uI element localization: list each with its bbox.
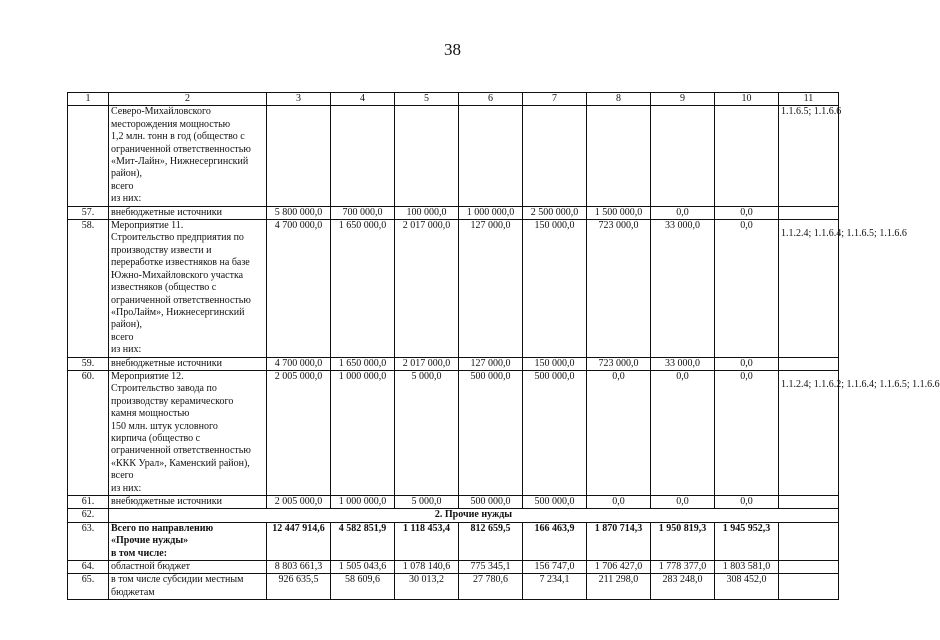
value-cell: 0,0 <box>587 496 651 509</box>
description-line: бюджетам <box>111 586 155 598</box>
reference-cell <box>779 206 839 219</box>
page-number: 38 <box>444 40 461 59</box>
value-cell: 1 118 453,4 <box>395 522 459 560</box>
description-line: район), <box>111 168 142 180</box>
description-line: всего <box>111 331 134 343</box>
value-cell: 723 000,0 <box>587 357 651 370</box>
table-row <box>68 370 839 495</box>
value-cell: 0,0 <box>715 206 779 219</box>
value-cell: 27 780,6 <box>459 574 523 600</box>
value-cell: 0,0 <box>715 370 779 495</box>
description-line: внебюджетные источники <box>111 496 222 507</box>
description-line: известняков (общество с <box>111 282 217 294</box>
value-cell: 1 778 377,0 <box>651 561 715 574</box>
reference-cell <box>779 574 839 600</box>
description-line: из них: <box>111 193 142 205</box>
value-cell: 1 950 819,3 <box>651 522 715 560</box>
row-description <box>109 106 267 206</box>
value-cell: 0,0 <box>715 357 779 370</box>
value-cell: 5 000,0 <box>395 370 459 495</box>
description-line: кирпича (общество с <box>111 432 201 444</box>
value-cell: 0,0 <box>587 370 651 495</box>
value-cell: 100 000,0 <box>395 206 459 219</box>
value-cell: 156 747,0 <box>523 561 587 574</box>
row-number: 62. <box>68 509 109 522</box>
reference-cell <box>779 522 839 560</box>
description-line: всего <box>111 180 134 192</box>
description-line: «ПроЛайм», Нижнесергинский <box>111 306 245 318</box>
description-line: Всего по направлению <box>111 522 214 534</box>
row-description <box>109 370 267 495</box>
value-cell: 1 706 427,0 <box>587 561 651 574</box>
description-line: производству извести и <box>111 244 212 256</box>
table-row <box>68 574 839 600</box>
value-cell: 500 000,0 <box>459 496 523 509</box>
value-cell: 1 803 581,0 <box>715 561 779 574</box>
table-row <box>68 522 839 560</box>
value-cell: 500 000,0 <box>523 370 587 495</box>
value-cell: 1 505 043,6 <box>331 561 395 574</box>
table-row <box>68 561 839 574</box>
value-cell: 926 635,5 <box>267 574 331 600</box>
row-number: 63. <box>68 522 109 560</box>
column-header: 6 <box>459 93 523 106</box>
value-cell: 30 013,2 <box>395 574 459 600</box>
value-cell: 1 945 952,3 <box>715 522 779 560</box>
value-cell: 283 248,0 <box>651 574 715 600</box>
column-header: 5 <box>395 93 459 106</box>
value-cell: 33 000,0 <box>651 220 715 357</box>
description-line: ограниченной ответственностью <box>111 143 251 155</box>
value-cell: 211 298,0 <box>587 574 651 600</box>
value-cell: 2 005 000,0 <box>267 370 331 495</box>
value-cell: 812 659,5 <box>459 522 523 560</box>
column-header: 1 <box>68 93 109 106</box>
row-description <box>109 522 267 560</box>
row-number: 65. <box>68 574 109 600</box>
table-row <box>68 220 839 357</box>
column-header: 9 <box>651 93 715 106</box>
description-line: камня мощностью <box>111 408 190 420</box>
row-number: 61. <box>68 496 109 509</box>
description-line: «ККК Урал», Каменский район), <box>111 457 250 469</box>
value-cell: 500 000,0 <box>523 496 587 509</box>
description-line: всего <box>111 470 134 482</box>
value-cell: 1 000 000,0 <box>331 496 395 509</box>
row-description <box>109 206 267 219</box>
description-line: 150 млн. штук условного <box>111 420 218 432</box>
value-cell: 7 234,1 <box>523 574 587 600</box>
budget-table <box>67 92 940 600</box>
reference-cell: 1.1.2.4; 1.1.6.4; 1.1.6.5; 1.1.6.6 <box>779 220 839 357</box>
value-cell: 775 345,1 <box>459 561 523 574</box>
row-description <box>109 220 267 357</box>
row-number <box>68 106 109 206</box>
description-line: Южно-Михайловского участка <box>111 269 244 281</box>
value-cell: 127 000,0 <box>459 357 523 370</box>
row-description <box>109 496 267 509</box>
value-cell: 1 000 000,0 <box>459 206 523 219</box>
description-line: областной бюджет <box>111 561 191 573</box>
column-header: 8 <box>587 93 651 106</box>
value-cell <box>523 106 587 206</box>
description-line: месторождения мощностью <box>111 118 231 130</box>
value-cell: 166 463,9 <box>523 522 587 560</box>
value-cell: 700 000,0 <box>331 206 395 219</box>
column-header: 3 <box>267 93 331 106</box>
value-cell: 150 000,0 <box>523 220 587 357</box>
value-cell: 150 000,0 <box>523 357 587 370</box>
table-row <box>68 206 839 219</box>
table-header-row <box>68 93 839 106</box>
value-cell: 308 452,0 <box>715 574 779 600</box>
description-line: из них: <box>111 344 142 356</box>
value-cell: 1 500 000,0 <box>587 206 651 219</box>
value-cell: 500 000,0 <box>459 370 523 495</box>
value-cell: 1 650 000,0 <box>331 220 395 357</box>
value-cell: 2 005 000,0 <box>267 496 331 509</box>
value-cell: 8 803 661,3 <box>267 561 331 574</box>
value-cell: 1 078 140,6 <box>395 561 459 574</box>
description-line: в том числе: <box>111 547 168 559</box>
row-description <box>109 561 267 574</box>
value-cell <box>587 106 651 206</box>
row-number: 60. <box>68 370 109 495</box>
value-cell: 2 017 000,0 <box>395 220 459 357</box>
description-line: Северо-Михайловского <box>111 106 211 118</box>
description-line: Мероприятие 12. <box>111 370 184 382</box>
description-line: «Мит-Лайн», Нижнесергинский <box>111 156 249 168</box>
value-cell: 0,0 <box>651 496 715 509</box>
value-cell: 723 000,0 <box>587 220 651 357</box>
table-row <box>68 106 839 206</box>
description-line: Строительство предприятия по <box>111 232 244 244</box>
reference-cell <box>779 561 839 574</box>
value-cell: 5 000,0 <box>395 496 459 509</box>
description-line: ограниченной ответственностью <box>111 445 251 457</box>
value-cell: 0,0 <box>651 206 715 219</box>
column-header: 11 <box>779 93 839 106</box>
row-number: 57. <box>68 206 109 219</box>
description-line: Мероприятие 11. <box>111 220 184 232</box>
value-cell: 0,0 <box>715 220 779 357</box>
value-cell <box>331 106 395 206</box>
row-description <box>109 357 267 370</box>
description-line: «Прочие нужды» <box>111 535 189 547</box>
section-row <box>68 509 839 522</box>
column-header: 7 <box>523 93 587 106</box>
value-cell: 1 650 000,0 <box>331 357 395 370</box>
reference-cell <box>779 496 839 509</box>
value-cell: 33 000,0 <box>651 357 715 370</box>
row-description <box>109 574 267 600</box>
description-line: производству керамического <box>111 395 234 407</box>
row-number: 59. <box>68 357 109 370</box>
description-line: внебюджетные источники <box>111 206 222 218</box>
column-header: 4 <box>331 93 395 106</box>
value-cell <box>715 106 779 206</box>
description-line: из них: <box>111 482 142 494</box>
reference-cell <box>779 357 839 370</box>
column-header: 10 <box>715 93 779 106</box>
value-cell: 5 800 000,0 <box>267 206 331 219</box>
value-cell <box>395 106 459 206</box>
column-header: 2 <box>109 93 267 106</box>
description-line: внебюджетные источники <box>111 357 222 369</box>
value-cell: 12 447 914,6 <box>267 522 331 560</box>
value-cell: 1 000 000,0 <box>331 370 395 495</box>
value-cell: 58 609,6 <box>331 574 395 600</box>
description-line: 1,2 млн. тонн в год (общество с <box>111 131 245 143</box>
description-line: переработке известняков на базе <box>111 257 250 269</box>
value-cell: 2 017 000,0 <box>395 357 459 370</box>
section-title: 2. Прочие нужды <box>109 509 839 522</box>
value-cell <box>267 106 331 206</box>
reference-cell: 1.1.6.5; 1.1.6.6 <box>779 106 839 206</box>
value-cell: 1 870 714,3 <box>587 522 651 560</box>
value-cell: 4 700 000,0 <box>267 357 331 370</box>
description-line: Строительство завода по <box>111 383 217 395</box>
description-line: ограниченной ответственностью <box>111 294 251 306</box>
value-cell: 0,0 <box>651 370 715 495</box>
value-cell: 127 000,0 <box>459 220 523 357</box>
table-row <box>68 357 839 370</box>
description-line: в том числе субсидии местным <box>111 574 244 586</box>
value-cell: 4 700 000,0 <box>267 220 331 357</box>
reference-cell: 1.1.2.4; 1.1.6.2; 1.1.6.4; 1.1.6.5; 1.1.6.6 <box>779 370 839 495</box>
value-cell: 0,0 <box>715 496 779 509</box>
row-number: 58. <box>68 220 109 357</box>
value-cell: 4 582 851,9 <box>331 522 395 560</box>
value-cell <box>651 106 715 206</box>
value-cell <box>459 106 523 206</box>
value-cell: 2 500 000,0 <box>523 206 587 219</box>
description-line: район), <box>111 319 142 331</box>
table-row <box>68 496 839 509</box>
row-number: 64. <box>68 561 109 574</box>
